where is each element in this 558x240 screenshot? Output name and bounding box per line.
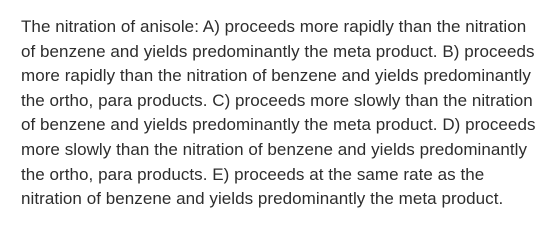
question-text: The nitration of anisole: A) proceeds more rapidly than the nitration of benzene and yields predominantly the meta product. B) proceeds more rapidly than the nitration of benzene and yields predominantly the ortho, para products. C) proceeds more slowly than the nitration of benzene and yields predominantly the meta product. D) proceeds more slowly than the nitration of benzene and yields predominantly the ortho, para products. E) proceeds at the same rate as the nitration of benzene and yields predominantly the meta product. (21, 17, 536, 209)
